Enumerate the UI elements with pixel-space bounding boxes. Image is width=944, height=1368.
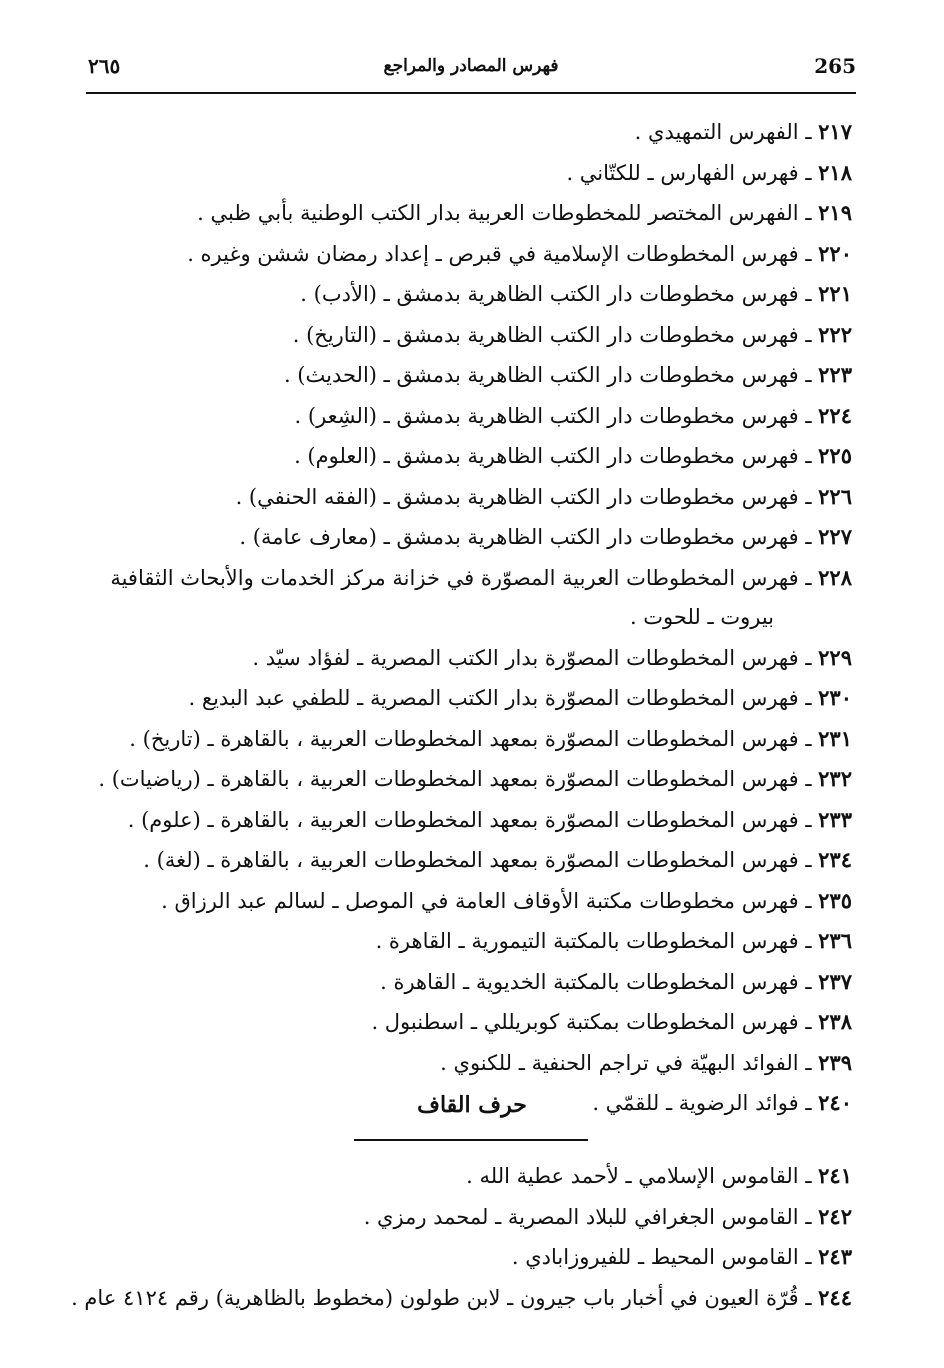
entry-continuation: بيروت ـ للحوت . [629,605,774,629]
entry-text: ـ فهرس المخطوطات المصوّرة بمعهد المخطوطات العربية ، بالقاهرة ـ (رياضيات) . [98,767,819,791]
entry-number: ٢٢٧ [818,524,852,549]
reference-entry [82,962,852,1003]
entry-text: ـ فهرس المخطوطات المصوّرة بدار الكتب المصرية ـ لفؤاد سيّد . [252,645,819,670]
entry-number: ٢٢٨ [818,564,852,590]
entry-text: ـ فهرس المخطوطات المصوّرة بمعهد المخطوطات العربية ، بالقاهرة ـ (لغة) . [143,848,819,872]
entry-text: ـ فهرس مخطوطات دار الكتب الظاهرية بدمشق ـ (التاريخ) . [292,322,819,347]
reference-entry [82,881,852,922]
reference-entry [82,1043,852,1084]
entry-number: ٢٢٥ [818,443,852,468]
reference-entry [82,234,852,275]
entry-text: ـ فهرس المخطوطات المصوّرة بمعهد المخطوطات العربية ، بالقاهرة ـ (علوم) . [127,807,819,832]
entry-number: ٢٢١ [818,281,852,306]
entry-number: ٢١٩ [818,200,852,225]
reference-entry [82,436,852,477]
reference-entry [82,396,852,437]
reference-entry [82,315,852,356]
entry-number: ٢٣٢ [818,766,852,791]
reference-entry [71,1278,852,1319]
entry-text: ـ فهرس المخطوطات بمكتبة كوبريللي ـ اسطنبول . [371,1010,819,1034]
entry-text: ـ فهرس مخطوطات دار الكتب الظاهرية بدمشق ـ (الفقه الحنفي) . [235,484,819,509]
entry-number: ٢٢٠ [818,240,852,266]
entry-text: ـ فهرس مخطوطات دار الكتب الظاهرية بدمشق ـ (العلوم) . [294,444,819,468]
page-header [86,52,856,94]
entry-number: ٢٢٣ [818,362,852,387]
entry-number: ٢٣٧ [818,968,852,994]
entry-text: ـ فهرس مخطوطات دار الكتب الظاهرية بدمشق ـ (الأدب) . [300,282,819,306]
entry-number: ٢٣٩ [818,1049,852,1075]
reference-entry [82,517,852,558]
entry-number: ٢٢٦ [818,483,852,509]
reference-entry [82,274,852,315]
reference-entry [82,800,852,841]
entry-number: ٢٢٢ [818,321,852,347]
running-title: فهرس المصادر والمراجع [383,56,559,76]
entry-number: ٢٤٠ [818,1090,852,1115]
entry-number: ٢١٧ [818,119,852,144]
entry-text: ـ القاموس الجغرافي للبلاد المصرية ـ لمحمد رمزي . [363,1204,819,1229]
entry-number: ٢٣٤ [818,847,852,872]
reference-entry [82,678,852,719]
entry-text: ـ فهرس المخطوطات بالمكتبة التيمورية ـ القاهرة . [375,929,819,953]
reference-entry [82,477,852,518]
entry-text: ـ فهرس مخطوطات مكتبة الأوقاف العامة في الموصل ـ لسالم عبد الرزاق . [161,888,819,913]
entry-text: ـ الفوائد البهيّة في تراجم الحنفية ـ للكنوي . [440,1050,819,1075]
entry-text: ـ فهرس مخطوطات دار الكتب الظاهرية بدمشق ـ (الشِعر) . [294,403,819,428]
entry-number: ٢٢٤ [818,402,852,428]
entry-number: ٢٤٢ [818,1203,852,1229]
entry-number: ٢٣٨ [818,1009,852,1034]
reference-entry [82,193,852,234]
entry-number: ٢٣٥ [818,887,852,913]
reference-entry [82,355,852,396]
entry-text: ـ فهرس مخطوطات دار الكتب الظاهرية بدمشق ـ (معارف عامة) . [239,525,819,549]
page-number-arabic: ٢٦٥ [88,54,121,78]
reference-entry [82,1002,852,1043]
entry-text: ـ الفهرس التمهيدي . [634,120,819,144]
reference-entry [82,153,852,194]
section-heading: حرف القاف [417,1092,527,1118]
entry-number: ٢٣٣ [818,806,852,832]
reference-entry [82,840,852,881]
entry-number: ٢١٨ [818,159,852,185]
page-number-latin: 265 [814,54,856,78]
entry-text: ـ فهرس المخطوطات العربية المصوّرة في خزانة مركز الخدمات والأبحاث الثقافية [110,565,819,590]
section-divider [354,1139,588,1141]
entry-text: ـ فهرس المخطوطات المصوّرة بمعهد المخطوطات العربية ، بالقاهرة ـ (تاريخ) . [129,726,819,751]
entry-text: ـ فهرس المخطوطات المصوّرة بدار الكتب المصرية ـ للطفي عبد البديع . [188,686,819,710]
entry-text: ـ فهرس المخطوطات بالمكتبة الخديوية ـ القاهرة . [380,969,819,994]
reference-entry [82,1156,852,1197]
reference-entry [82,1237,852,1278]
entry-text: ـ قُرّة العيون في أخبار باب جيرون ـ لابن طولون (مخطوط بالظاهرية) رقم ٤١٢٤ عام . [71,1285,819,1310]
entry-number: ٢٣٦ [818,928,852,953]
entry-text: ـ فهرس مخطوطات دار الكتب الظاهرية بدمشق ـ (الحديث) . [283,363,819,387]
entry-number: ٢٣١ [818,725,852,751]
entry-text: ـ القاموس الإسلامي ـ لأحمد عطية الله . [466,1164,819,1188]
reference-entry [82,719,852,760]
entry-text: ـ فهرس الفهارس ـ للكتّاني . [566,160,819,185]
entry-number: ٢٤١ [818,1163,852,1188]
entry-number: ٢٤٤ [818,1284,852,1310]
entry-number: ٢٢٩ [818,644,852,670]
reference-entry [82,112,852,153]
reference-entry [82,921,852,962]
reference-entry [82,638,852,679]
reference-entry [82,1197,852,1238]
reference-entry [82,759,852,800]
reference-entry [82,558,852,599]
entry-text: ـ فهرس المخطوطات الإسلامية في قبرص ـ إعداد رمضان ششن وغيره . [187,241,819,266]
entry-number: ٢٣٠ [818,685,852,710]
reference-list [82,112,852,1124]
entry-text: ـ الفهرس المختصر للمخطوطات العربية بدار الكتب الوطنية بأبي ظبي . [197,201,819,225]
entry-text: ـ فوائد الرضوية ـ للقمّي . [592,1091,819,1115]
reference-list-qaf [71,1156,852,1318]
entry-number: ٢٤٣ [818,1244,852,1269]
entry-text: ـ القاموس المحيط ـ للفيروزابادي . [511,1245,819,1269]
